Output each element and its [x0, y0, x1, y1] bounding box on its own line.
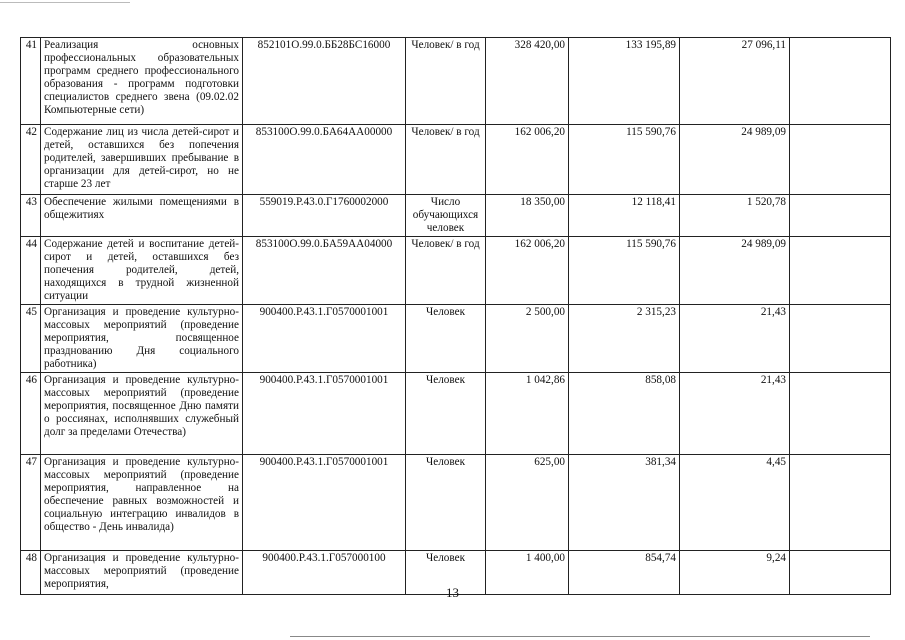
row-description: Содержание лиц из числа детей-сирот и детей, оставшихся без попечения родителей, завершивших пребывание в организации для детей-сирот, но не старше 23 лет	[41, 125, 243, 195]
row-value-2: 133 195,89	[569, 38, 680, 125]
row-value-1: 18 350,00	[486, 195, 569, 237]
table-row	[21, 125, 891, 195]
row-value-3: 24 989,09	[680, 237, 790, 305]
bottom-rule	[290, 636, 870, 637]
row-description: Организация и проведение культурно-массовых мероприятий (проведение мероприятия, направленное на обеспечение равных возможностей и социальную интеграцию инвалидов в общество - День инвалида)	[41, 455, 243, 551]
services-table	[20, 37, 891, 595]
row-note	[790, 305, 891, 373]
row-number: 45	[21, 305, 41, 373]
table-row	[21, 373, 891, 455]
row-code: 853100О.99.0.БА59АА04000	[243, 237, 406, 305]
row-description: Реализация основных профессиональных образовательных программ среднего профессионального образования - программ подготовки специалистов среднего звена (09.02.02 Компьютерные сети)	[41, 38, 243, 125]
row-code: 900400.Р.43.1.Г0570001001	[243, 305, 406, 373]
row-note	[790, 237, 891, 305]
row-value-1: 162 006,20	[486, 125, 569, 195]
row-description: Организация и проведение культурно-массовых мероприятий (проведение мероприятия,	[41, 551, 243, 595]
row-unit: Человек	[406, 455, 486, 551]
row-value-3: 27 096,11	[680, 38, 790, 125]
row-code: 852101О.99.0.ББ28БС16000	[243, 38, 406, 125]
row-number: 41	[21, 38, 41, 125]
page-number: 13	[446, 585, 459, 600]
row-unit: Человек/ в год	[406, 125, 486, 195]
row-value-1: 328 420,00	[486, 38, 569, 125]
row-number: 48	[21, 551, 41, 595]
row-note	[790, 195, 891, 237]
table-body	[21, 38, 891, 595]
row-value-3: 21,43	[680, 373, 790, 455]
row-value-1: 162 006,20	[486, 237, 569, 305]
row-value-1: 625,00	[486, 455, 569, 551]
row-value-2: 12 118,41	[569, 195, 680, 237]
row-unit: Человек/ в год	[406, 237, 486, 305]
table-row	[21, 195, 891, 237]
row-value-2: 2 315,23	[569, 305, 680, 373]
row-value-1: 1 042,86	[486, 373, 569, 455]
row-unit: Человек	[406, 305, 486, 373]
row-value-3: 1 520,78	[680, 195, 790, 237]
row-number: 42	[21, 125, 41, 195]
row-value-2: 115 590,76	[569, 237, 680, 305]
row-value-2: 115 590,76	[569, 125, 680, 195]
row-number: 44	[21, 237, 41, 305]
row-note	[790, 125, 891, 195]
row-description: Обеспечение жилыми помещениями в общежитиях	[41, 195, 243, 237]
row-code: 559019.Р.43.0.Г1760002000	[243, 195, 406, 237]
row-unit: Число обучающихся человек	[406, 195, 486, 237]
row-unit: Человек	[406, 551, 486, 595]
table-row	[21, 305, 891, 373]
row-value-3: 4,45	[680, 455, 790, 551]
table-row	[21, 38, 891, 125]
row-value-2: 858,08	[569, 373, 680, 455]
row-value-3: 9,24	[680, 551, 790, 595]
row-code: 900400.Р.43.1.Г0570001001	[243, 455, 406, 551]
row-description: Содержание детей и воспитание детей-сирот и детей, оставшихся без попечения родителей, детей, находящихся в трудной жизненной ситуации	[41, 237, 243, 305]
row-unit: Человек	[406, 373, 486, 455]
row-number: 47	[21, 455, 41, 551]
row-description: Организация и проведение культурно-массовых мероприятий (проведение мероприятия, посвященное Дню памяти о россиянах, исполнявших служебный долг за пределами Отечества)	[41, 373, 243, 455]
row-number: 46	[21, 373, 41, 455]
row-note	[790, 373, 891, 455]
row-value-3: 21,43	[680, 305, 790, 373]
row-code: 900400.Р.43.1.Г057000100	[243, 551, 406, 595]
table-row	[21, 237, 891, 305]
row-value-2: 854,74	[569, 551, 680, 595]
row-note	[790, 38, 891, 125]
row-note	[790, 455, 891, 551]
row-value-1: 1 400,00	[486, 551, 569, 595]
table-row	[21, 455, 891, 551]
row-number: 43	[21, 195, 41, 237]
row-unit: Человек/ в год	[406, 38, 486, 125]
row-code: 853100О.99.0.БА64АА00000	[243, 125, 406, 195]
row-description: Организация и проведение культурно-массовых мероприятий (проведение мероприятия, посвященное празднованию Дня социального работника)	[41, 305, 243, 373]
row-code: 900400.Р.43.1.Г0570001001	[243, 373, 406, 455]
top-rule	[0, 2, 130, 3]
row-value-2: 381,34	[569, 455, 680, 551]
row-value-1: 2 500,00	[486, 305, 569, 373]
row-value-3: 24 989,09	[680, 125, 790, 195]
